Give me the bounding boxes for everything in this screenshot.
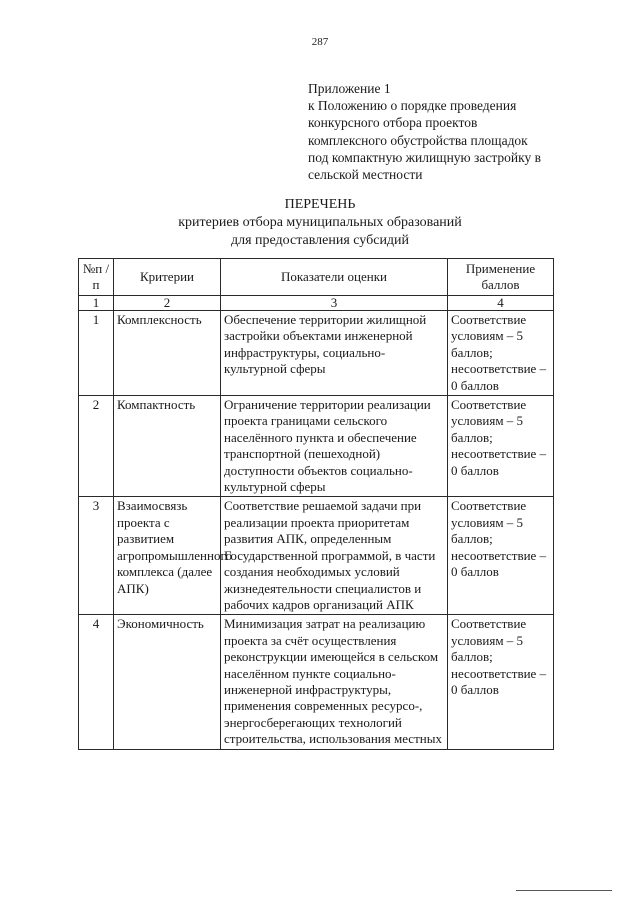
row-scoring: Соответствие условиям – 5 баллов; несоответствие – 0 баллов — [448, 497, 554, 615]
header-criteria: Критерии — [114, 259, 221, 296]
appendix-block — [308, 80, 588, 183]
document-heading — [0, 196, 640, 250]
appendix-line: сельской местности — [308, 167, 423, 183]
table-row — [79, 396, 554, 497]
document-subtitle: критериев отбора муниципальных образований — [178, 215, 462, 230]
criteria-table — [78, 258, 554, 750]
appendix-line: конкурсного отбора проектов — [308, 115, 478, 131]
row-number: 1 — [79, 311, 114, 396]
row-criterion: Взаимосвязь проекта с развитием агропромышленного комплекса (далее АПК) — [114, 497, 221, 615]
row-indicator: Соответствие решаемой задачи при реализации проекта приоритетам развития АПК, определенным Государственной программой, в части создания необходимых условий жизнедеятельности специалистов и рабочих кадров организаций АПК — [221, 497, 448, 615]
footer-divider — [516, 890, 612, 891]
row-indicator: Обеспечение территории жилищной застройки объектами инженерной инфраструктуры, социально-культурной сферы — [221, 311, 448, 396]
column-number: 4 — [448, 296, 554, 311]
column-number: 3 — [221, 296, 448, 311]
page-number: 287 — [311, 36, 329, 48]
appendix-line: Приложение 1 — [308, 81, 391, 96]
column-number: 2 — [114, 296, 221, 311]
document-title: ПЕРЕЧЕНЬ — [284, 197, 356, 212]
appendix-line: под компактную жилищную застройку в — [308, 149, 541, 165]
column-number-row — [79, 296, 554, 311]
document-subtitle: для предоставления субсидий — [230, 233, 410, 248]
appendix-line: комплексного обустройства площадок — [308, 132, 528, 148]
row-number: 2 — [79, 396, 114, 497]
table-row — [79, 311, 554, 396]
row-scoring: Соответствие условиям – 5 баллов; несоответствие – 0 баллов — [448, 311, 554, 396]
row-scoring: Соответствие условиям – 5 баллов; несоответствие – 0 баллов — [448, 615, 554, 749]
row-criterion: Компактность — [114, 396, 221, 497]
row-criterion: Экономичность — [114, 615, 221, 749]
row-number: 3 — [79, 497, 114, 615]
row-number: 4 — [79, 615, 114, 749]
header-indicators: Показатели оценки — [221, 259, 448, 296]
table-header-row — [79, 259, 554, 296]
row-scoring: Соответствие условиям – 5 баллов; несоответствие – 0 баллов — [448, 396, 554, 497]
table-row — [79, 615, 554, 749]
table-row — [79, 497, 554, 615]
row-indicator: Минимизация затрат на реализацию проекта за счёт осуществления реконструкции имеющейся в сельском населённом пункте социально-инженерной инфраструктуры, применения современных ресурсо-, энергосберегающих технологий строительства, использования местных — [221, 615, 448, 749]
column-number: 1 — [79, 296, 114, 311]
header-scoring: Применение баллов — [448, 259, 554, 296]
row-indicator: Ограничение территории реализации проекта границами сельского населённого пункта и обеспечение транспортной (пешеходной) доступности объектов социально- культурной сферы — [221, 396, 448, 497]
appendix-line: к Положению о порядке проведения — [308, 98, 517, 114]
header-num: №п /п — [79, 259, 114, 296]
row-criterion: Комплексность — [114, 311, 221, 396]
